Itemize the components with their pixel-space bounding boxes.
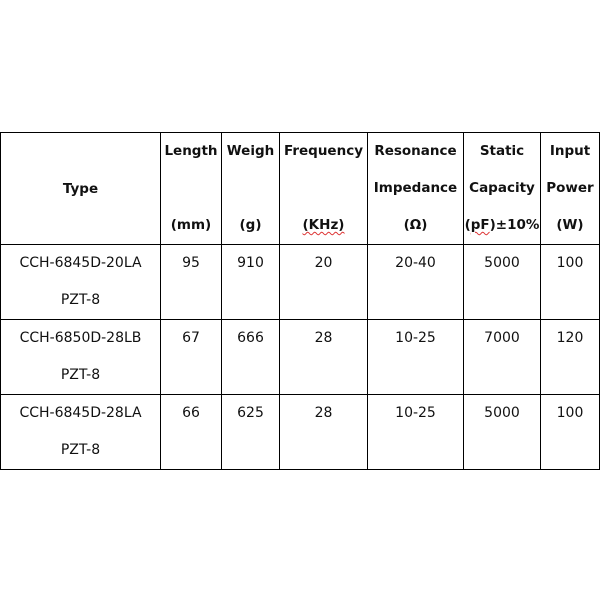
table-row [1, 245, 600, 320]
cell-impedance: 10-25 [368, 395, 464, 470]
header-frequency-label: Frequency [283, 143, 364, 159]
header-weigh-unit: (g) [239, 217, 262, 233]
header-weigh-label: Weigh [226, 143, 275, 159]
cell-frequency: 20 [280, 245, 368, 320]
header-static [464, 133, 541, 245]
header-frequency-unit: (KHz) [302, 217, 345, 233]
cell-power: 100 [541, 245, 600, 320]
header-length-label: Length [164, 143, 218, 159]
cell-impedance: 10-25 [368, 320, 464, 395]
header-weigh [222, 133, 280, 245]
table-row [1, 395, 600, 470]
spec-table [0, 132, 600, 470]
header-input-unit: (W) [556, 217, 584, 233]
header-resonance-unit: (Ω) [403, 217, 428, 233]
cell-type: CCH-6845D-20LA PZT-8 [1, 245, 161, 320]
cell-weigh: 666 [222, 320, 280, 395]
cell-power: 100 [541, 395, 600, 470]
header-frequency [280, 133, 368, 245]
cell-capacity: 7000 [464, 320, 541, 395]
cell-capacity: 5000 [464, 245, 541, 320]
table-row [1, 320, 600, 395]
cell-type: CCH-6845D-28LA PZT-8 [1, 395, 161, 470]
header-resonance-label: Resonance [374, 143, 457, 159]
header-input-label: Input [549, 143, 591, 159]
header-static-unit: (pF)±10% [464, 217, 540, 233]
header-impedance-label: Impedance [373, 180, 458, 196]
header-length-unit: (mm) [170, 217, 212, 233]
header-type: Type [1, 133, 161, 245]
header-input [541, 133, 600, 245]
header-length [161, 133, 222, 245]
cell-weigh: 625 [222, 395, 280, 470]
header-capacity-label: Capacity [469, 180, 535, 196]
header-row [1, 133, 600, 245]
cell-frequency: 28 [280, 395, 368, 470]
cell-power: 120 [541, 320, 600, 395]
cell-type: CCH-6850D-28LB PZT-8 [1, 320, 161, 395]
cell-frequency: 28 [280, 320, 368, 395]
cell-length: 66 [161, 395, 222, 470]
header-power-label: Power [546, 180, 594, 196]
cell-length: 95 [161, 245, 222, 320]
cell-length: 67 [161, 320, 222, 395]
cell-weigh: 910 [222, 245, 280, 320]
header-static-label: Static [479, 143, 525, 159]
cell-capacity: 5000 [464, 395, 541, 470]
header-resonance [368, 133, 464, 245]
cell-impedance: 20-40 [368, 245, 464, 320]
